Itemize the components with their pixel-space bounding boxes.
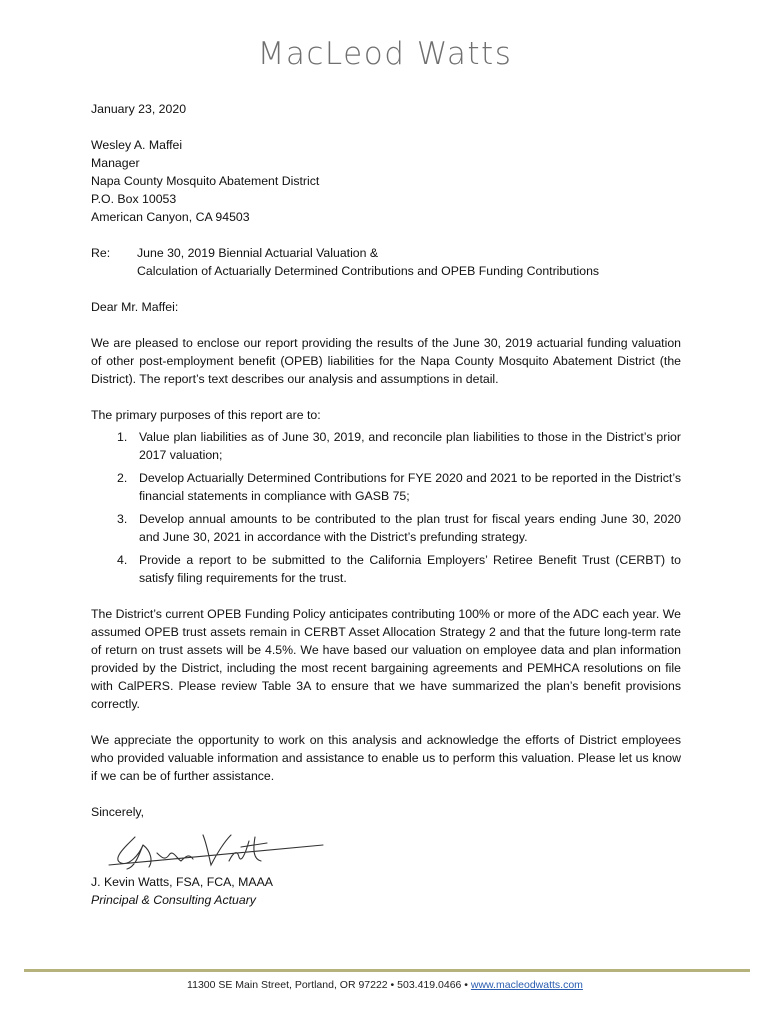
closing-paragraph: We appreciate the opportunity to work on this analysis and acknowledge the efforts of District employees who provided valuable information and assistance to enable us to perform this valuation. Please let us know if we can be of further assistance. <box>91 733 681 783</box>
list-item-text: Provide a report to be submitted to the California Employers’ Retiree Benefit Trust (CERBT) to satisfy filing requirements for the trust. <box>139 553 681 585</box>
website-link[interactable]: www.macleodwatts.com <box>470 979 583 991</box>
purposes-intro: The primary purposes of this report are to: <box>91 408 321 422</box>
recipient-city: American Canyon, CA 94503 <box>91 210 250 224</box>
recipient-title: Manager <box>91 156 140 170</box>
list-item-number: 2. <box>117 471 128 485</box>
purposes-list <box>91 428 681 587</box>
recipient-org: Napa County Mosquito Abatement District <box>91 174 320 188</box>
footer-address: 11300 SE Main Street, Portland, OR 97222 • 503.419.0466 • <box>187 979 471 991</box>
recipient-name: Wesley A. Maffei <box>91 138 183 152</box>
signature <box>91 831 681 871</box>
subject-label: Re: <box>91 246 111 260</box>
company-logo: MacLeod Watts <box>257 36 513 72</box>
list-item <box>117 428 681 464</box>
subject-line <box>91 244 681 280</box>
salutation: Dear Mr. Maffei: <box>91 300 179 314</box>
intro-paragraph: We are pleased to enclose our report providing the results of the June 30, 2019 actuarial funding valuation of other post-employment benefit (OPEB) liabilities for the Napa County Mosquito Abatement District (the District). The report’s text describes our analysis and assumptions in detail. <box>91 336 681 386</box>
footer <box>0 979 770 991</box>
funding-policy-paragraph: The District’s current OPEB Funding Policy anticipates contributing 100% or more of the ADC each year. We assumed OPEB trust assets remain in CERBT Asset Allocation Strategy 2 and that the future long-term rate of return on trust assets will be 4.5%. We have based our valuation on employee data and plan information provided by the District, including the most recent bargaining agreements and PEMHCA resolutions on file with CalPERS. Please review Table 3A to ensure that we have summarized the plan’s benefit provisions correctly. <box>91 607 681 711</box>
footer-divider <box>24 969 750 972</box>
subject-line-1: June 30, 2019 Biennial Actuarial Valuation & <box>137 246 379 260</box>
list-item <box>117 469 681 505</box>
signature-scribble <box>91 831 331 871</box>
list-item <box>117 551 681 587</box>
list-item <box>117 510 681 546</box>
list-item-text: Develop annual amounts to be contributed to the plan trust for fiscal years ending June 30, 2020 and June 30, 2021 in accordance with the District’s prefunding strategy. <box>139 512 681 544</box>
signer-title: Principal & Consulting Actuary <box>91 893 256 907</box>
letter-body <box>91 100 681 909</box>
signer-name: J. Kevin Watts, FSA, FCA, MAAA <box>91 875 273 889</box>
list-item-number: 4. <box>117 553 128 567</box>
recipient-address <box>91 136 681 226</box>
list-item-number: 3. <box>117 512 128 526</box>
subject-line-2: Calculation of Actuarially Determined Contributions and OPEB Funding Contributions <box>137 264 600 278</box>
letter-date: January 23, 2020 <box>91 102 187 116</box>
closing: Sincerely, <box>91 805 145 819</box>
recipient-po-box: P.O. Box 10053 <box>91 192 177 206</box>
list-item-text: Develop Actuarially Determined Contributions for FYE 2020 and 2021 to be reported in the District’s financial statements in compliance with GASB 75; <box>139 471 681 503</box>
list-item-text: Value plan liabilities as of June 30, 2019, and reconcile plan liabilities to those in the District’s prior 2017 valuation; <box>139 430 681 462</box>
list-item-number: 1. <box>117 430 128 444</box>
